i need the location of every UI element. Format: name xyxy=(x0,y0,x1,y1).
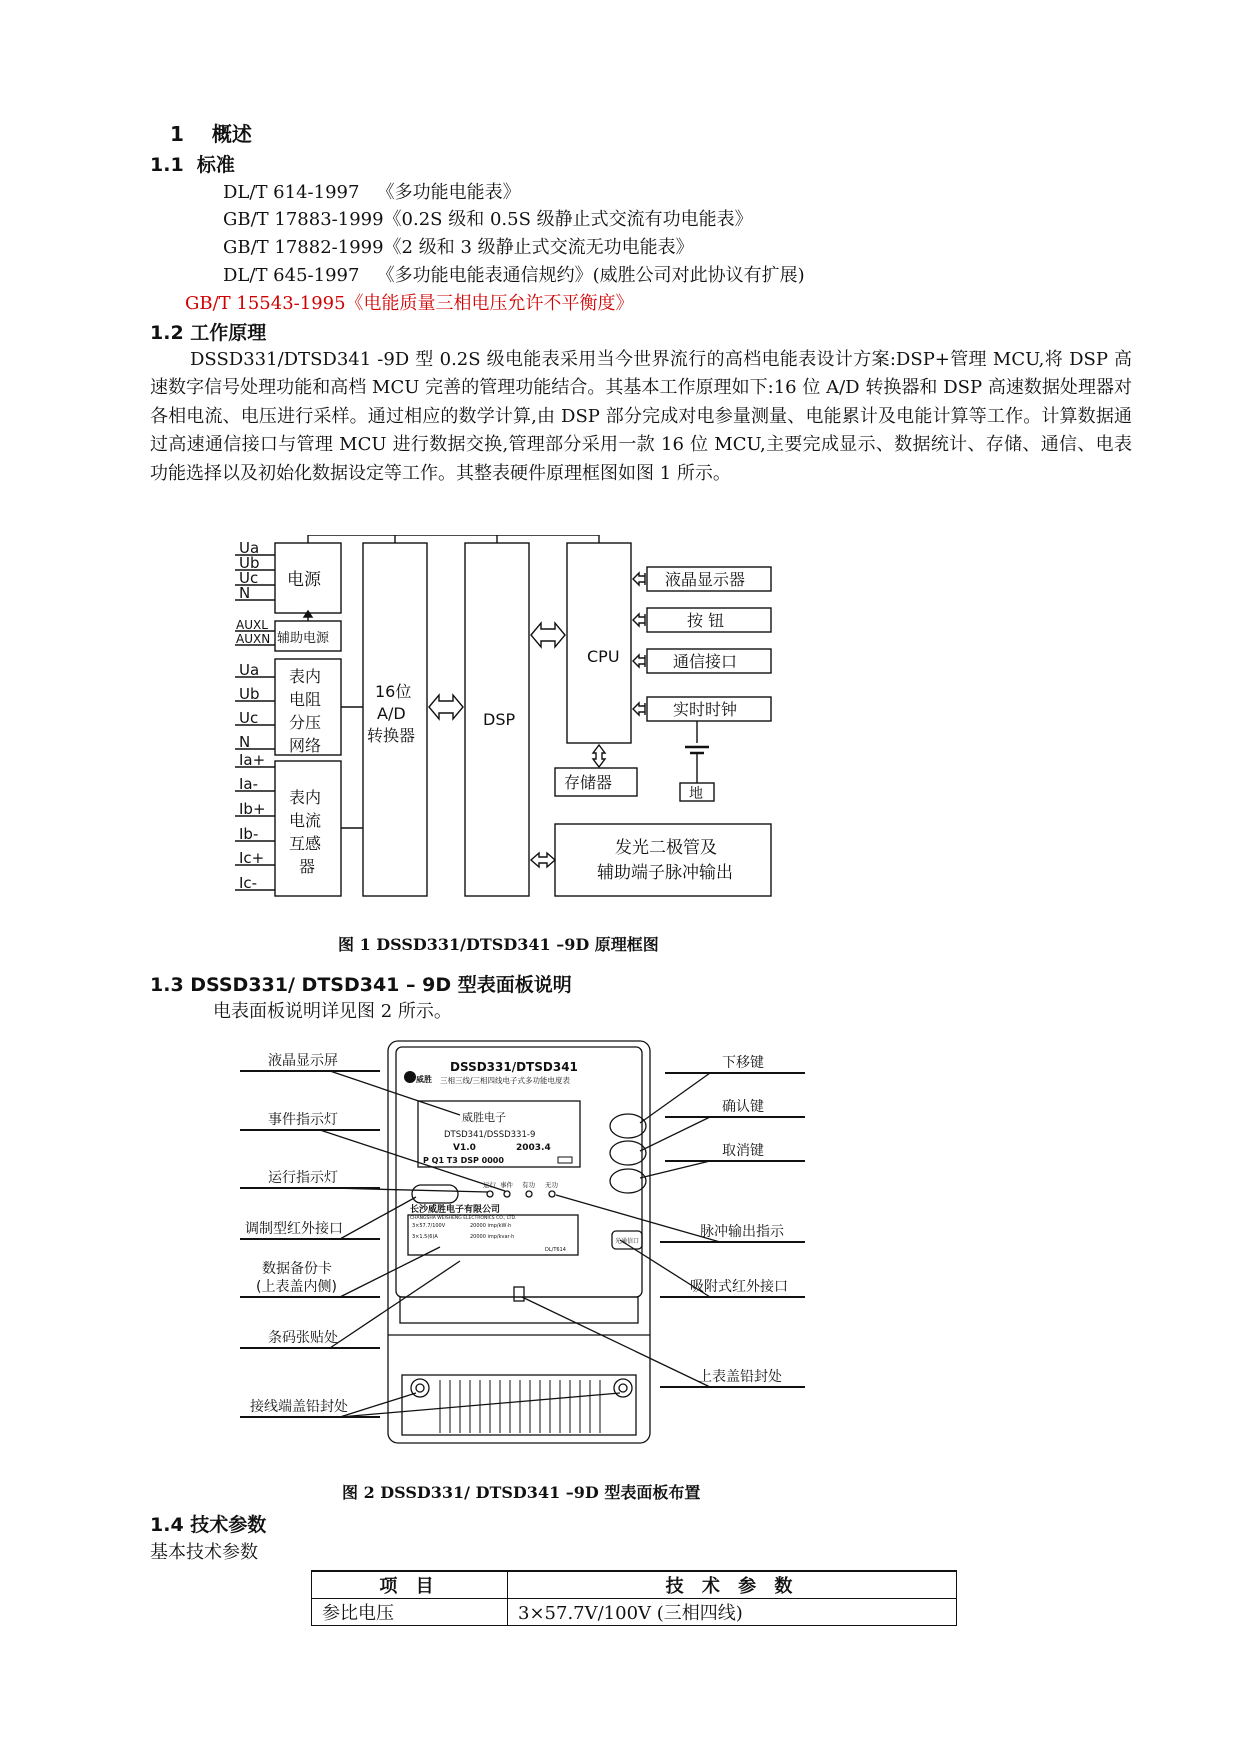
ct-label: 电流 xyxy=(289,811,322,830)
power-label: 电源 xyxy=(287,570,321,590)
callout-backup-card: 数据备份卡 xyxy=(262,1261,332,1277)
button-label: 按 钮 xyxy=(687,611,725,630)
input-label: AUXL xyxy=(236,618,268,632)
nameplate-text: 20000 imp/kW·h xyxy=(470,1223,512,1229)
meter-panel-figure xyxy=(240,1035,805,1450)
lcd-status: P Q1 T3 DSP 0000 xyxy=(423,1156,504,1165)
ct-label: 器 xyxy=(299,857,316,876)
nameplate-text: 3×57.7/100V xyxy=(412,1223,446,1229)
led-label: 辅助端子脉冲输出 xyxy=(597,863,733,883)
divider-label: 电阻 xyxy=(289,690,322,709)
indicator-label: 有功 xyxy=(522,1181,535,1189)
table-row xyxy=(312,1599,957,1626)
callout-barcode: 条码张贴处 xyxy=(268,1330,338,1346)
input-label: Ic+ xyxy=(239,849,265,867)
brand-logo-icon xyxy=(404,1071,416,1083)
section-number: 1.1 xyxy=(150,154,184,176)
rtc-label: 实时时钟 xyxy=(673,700,738,719)
tech-params-table xyxy=(311,1570,957,1626)
callout-lcd: 液晶显示屏 xyxy=(268,1053,338,1069)
callout-cover-seal: 上表盖铅封处 xyxy=(698,1369,782,1385)
callout-terminal-seal: 接线端盖铅封处 xyxy=(250,1399,348,1415)
standard-item: GB/T 15543-1995《电能质量三相电压允许不平衡度》 xyxy=(185,293,634,314)
adc-label: A/D xyxy=(377,704,406,723)
meter-description: 三相三线/三相四线电子式多功能电度表 xyxy=(440,1076,571,1085)
divider-label: 分压 xyxy=(289,713,322,732)
ct-label: 表内 xyxy=(289,788,322,807)
input-label: Uc xyxy=(239,569,259,587)
meter-brand: 威胜 xyxy=(416,1075,432,1084)
lcd-model: DTSD341/DSSD331-9 xyxy=(444,1130,536,1140)
section-1-4-heading xyxy=(150,1510,266,1537)
ir-port-label: 光通信口 xyxy=(615,1238,640,1245)
table-cell: 3×57.7V/100V (三相四线) xyxy=(508,1599,957,1626)
callout-ir-adhesive: 吸附式红外接口 xyxy=(690,1279,788,1295)
input-label: N xyxy=(239,584,251,602)
meter-model: DSSD331/DTSD341 xyxy=(450,1060,578,1074)
table-header-row xyxy=(312,1571,957,1599)
input-label: Ua xyxy=(239,661,260,679)
section-number: 1.2 xyxy=(150,322,184,344)
battery-icon xyxy=(558,1157,572,1163)
table-cell: 参比电压 xyxy=(312,1599,508,1626)
dsp-label: DSP xyxy=(483,710,516,729)
lcd-label: 液晶显示器 xyxy=(665,570,746,589)
panel-intro: 电表面板说明详见图 2 所示。 xyxy=(213,1001,452,1022)
section-title: 标准 xyxy=(196,154,235,176)
callout-confirm-key: 确认键 xyxy=(722,1099,764,1115)
block-diagram xyxy=(225,535,785,925)
figure-2-caption: 图 2 DSSD331/ DTSD341 –9D 型表面板布置 xyxy=(342,1483,701,1502)
aux-power-label: 辅助电源 xyxy=(277,631,330,646)
callout-ir-modulated: 调制型红外接口 xyxy=(245,1221,343,1237)
basic-params-label: 基本技术参数 xyxy=(150,1542,258,1563)
indicator-label: 事件 xyxy=(500,1181,513,1189)
input-label: Uc xyxy=(239,709,259,727)
nameplate-text: 20000 imp/kvar·h xyxy=(470,1234,515,1240)
input-label: AUXN xyxy=(236,632,271,646)
lcd-version: V1.0 xyxy=(453,1143,476,1153)
input-label: N xyxy=(239,733,251,751)
callout-backup-card-note: (上表盖内侧) xyxy=(256,1279,337,1295)
section-number: 1 xyxy=(170,122,184,146)
nameplate-text: 3×1.5(6)A xyxy=(412,1234,438,1240)
indicator-label: 无功 xyxy=(545,1181,558,1189)
company-name-en: CHANGSHA WEISHENG ELECTRONICS CO., LTD. xyxy=(410,1216,517,1221)
section-title: 技术参数 xyxy=(190,1514,267,1536)
section-1-1-heading xyxy=(150,150,235,177)
table-header-cell: 技 术 参 数 xyxy=(508,1571,957,1599)
callout-down-key: 下移键 xyxy=(722,1055,764,1071)
lcd-date: 2003.4 xyxy=(516,1143,551,1153)
input-label: Ia- xyxy=(239,775,259,793)
input-label: Ia+ xyxy=(239,751,266,769)
lcd-brand: 威胜电子 xyxy=(462,1111,506,1124)
callout-cancel-key: 取消键 xyxy=(722,1143,764,1159)
divider-label: 网络 xyxy=(289,736,322,755)
input-label: Ic- xyxy=(239,874,258,892)
section-title: 概述 xyxy=(211,122,252,146)
section-title: 工作原理 xyxy=(190,322,267,344)
ground-label: 地 xyxy=(689,786,703,802)
cpu-label: CPU xyxy=(587,647,620,666)
table-header-cell: 项 目 xyxy=(312,1571,508,1599)
divider-label: 表内 xyxy=(289,667,322,686)
adc-label: 16位 xyxy=(375,682,412,701)
callout-run-led: 运行指示灯 xyxy=(268,1170,338,1186)
section-1-heading xyxy=(170,118,252,147)
standard-item: GB/T 17882-1999《2 级和 3 级静止式交流无功电能表》 xyxy=(223,237,694,258)
figure-1-caption: 图 1 DSSD331/DTSD341 –9D 原理框图 xyxy=(338,935,659,954)
standard-item: GB/T 17883-1999《0.2S 级和 0.5S 级静止式交流有功电能表》 xyxy=(223,209,753,230)
standard-item: DL/T 645-1997 《多功能电能表通信规约》(威胜公司对此协议有扩展) xyxy=(223,265,805,286)
company-name: 长沙威胜电子有限公司 xyxy=(410,1205,501,1215)
input-label: Ib+ xyxy=(239,800,266,818)
input-label: Ub xyxy=(239,554,260,572)
section-number: 1.4 xyxy=(150,1514,184,1536)
input-label: Ib- xyxy=(239,825,259,843)
callout-event-led: 事件指示灯 xyxy=(268,1112,338,1128)
led-label: 发光二极管及 xyxy=(615,838,717,858)
section-1-2-heading xyxy=(150,318,266,345)
storage-label: 存储器 xyxy=(564,773,613,792)
indicator-label: 运行 xyxy=(483,1181,496,1189)
input-label: Ub xyxy=(239,685,260,703)
input-label: Ua xyxy=(239,539,260,557)
nameplate-text: DL/T614 xyxy=(545,1247,566,1253)
ct-label: 互感 xyxy=(289,834,322,853)
standard-item: DL/T 614-1997 《多功能电能表》 xyxy=(223,182,521,203)
callout-pulse-led: 脉冲输出指示 xyxy=(700,1224,784,1240)
principle-paragraph: DSSD331/DTSD341 -9D 型 0.2S 级电能表采用当今世界流行的高档电能表设计方案:DSP+管理 MCU,将 DSP 高速数字信号处理功能和高档 MCU 完善的管理功能结合。其基本工作原理如下:16 位 A/D 转换器和 DSP 高速数据处理器对各相电流、电压进行采样。通过相应的数学计算,由 DSP 部分完成对电参量测量、电能累计及电能计算等工作。计算数据通过高速通信接口与管理 MCU 进行数据交换,管理部分采用一款 16 位 MCU,主要完成显示、数据统计、存储、通信、电表功能选择以及初始化数据设定等工作。其整表硬件原理框图如图 1 所示。 xyxy=(150,349,1132,484)
adc-label: 转换器 xyxy=(367,726,416,745)
section-1-3-heading: 1.3 DSSD331/ DTSD341 – 9D 型表面板说明 xyxy=(150,974,572,996)
comm-label: 通信接口 xyxy=(673,652,738,671)
